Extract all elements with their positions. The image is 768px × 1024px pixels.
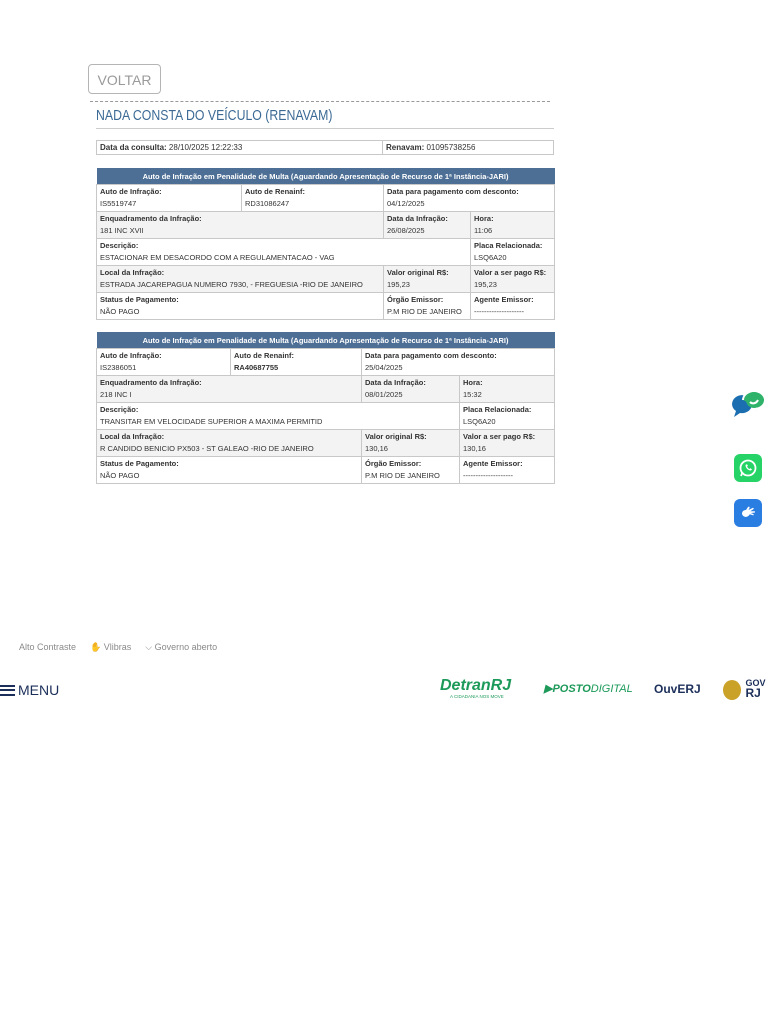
gov-rj-logo[interactable]: GOV RJ bbox=[723, 678, 765, 700]
chevron-down-icon: ⌵ bbox=[145, 642, 153, 652]
whatsapp-icon[interactable] bbox=[734, 454, 762, 482]
auto-infracao-cell: Auto de Infração: IS5519747 bbox=[97, 185, 242, 212]
agente-cell: Agente Emissor: -------------------- bbox=[471, 293, 555, 320]
valor-original-cell: Valor original R$: 195,23 bbox=[384, 266, 471, 293]
page-title: NADA CONSTA DO VEÍCULO (RENAVAM) bbox=[96, 107, 333, 124]
ouverj-logo[interactable]: OuvERJ bbox=[654, 682, 701, 696]
data-infracao-cell: Data da Infração: 08/01/2025 bbox=[362, 376, 460, 403]
status-cell: Status de Pagamento: NÃO PAGO bbox=[97, 457, 362, 484]
agente-cell: Agente Emissor: -------------------- bbox=[460, 457, 555, 484]
renavam-label: Renavam: bbox=[386, 143, 425, 152]
hand-icon: ✋ bbox=[90, 642, 102, 652]
auto-infracao-cell: Auto de Infração: IS2386051 bbox=[97, 349, 231, 376]
fine-header: Auto de Infração em Penalidade de Multa (Aguardando Apresentação de Recurso de 1ª Instância-JARI) bbox=[97, 168, 555, 185]
desconto-cell: Data para pagamento com desconto: 25/04/2025 bbox=[362, 349, 555, 376]
placa-cell: Placa Relacionada: LSQ6A20 bbox=[471, 239, 555, 266]
status-cell: Status de Pagamento: NÃO PAGO bbox=[97, 293, 384, 320]
consulta-date-value: 28/10/2025 12:22:33 bbox=[168, 143, 243, 152]
hora-cell: Hora: 15:32 bbox=[460, 376, 555, 403]
alto-contraste-link[interactable]: Alto Contraste bbox=[19, 642, 77, 652]
vlibras-link[interactable]: ✋ Vlibras bbox=[90, 642, 132, 652]
consulta-date-label: Data da consulta: bbox=[100, 143, 167, 152]
renavam-value: 01095738256 bbox=[426, 143, 476, 152]
valor-pagar-cell: Valor a ser pago R$: 195,23 bbox=[471, 266, 555, 293]
orgao-cell: Órgão Emissor: P.M RIO DE JANEIRO bbox=[384, 293, 471, 320]
detran-logo[interactable]: DetranRJ A CIDADANIA NOS MOVE bbox=[440, 677, 512, 699]
governo-aberto-link[interactable]: ⌵ Governo aberto bbox=[145, 642, 218, 652]
posto-arrow-icon: ▶ bbox=[544, 683, 553, 695]
consulta-info-row bbox=[96, 140, 554, 155]
local-cell: Local da Infração: ESTRADA JACAREPAGUA NUMERO 7930, - FREGUESIA -RIO DE JANEIRO bbox=[97, 266, 384, 293]
valor-pagar-cell: Valor a ser pago R$: 130,16 bbox=[460, 430, 555, 457]
back-button[interactable]: VOLTAR bbox=[88, 64, 161, 94]
hamburger-icon bbox=[0, 685, 15, 696]
desconto-cell: Data para pagamento com desconto: 04/12/2025 bbox=[384, 185, 555, 212]
enquadramento-cell: Enquadramento da Infração: 218 INC I bbox=[97, 376, 362, 403]
title-underline bbox=[96, 128, 554, 129]
hand-sign-icon[interactable] bbox=[734, 499, 762, 527]
divider bbox=[90, 101, 550, 102]
fine-table-2 bbox=[96, 332, 555, 484]
partner-logos bbox=[440, 678, 768, 704]
descricao-cell: Descrição: ESTACIONAR EM DESACORDO COM A REGULAMENTACAO - VAG bbox=[97, 239, 471, 266]
valor-original-cell: Valor original R$: 130,16 bbox=[362, 430, 460, 457]
fine-table-1 bbox=[96, 168, 555, 320]
hora-cell: Hora: 11:06 bbox=[471, 212, 555, 239]
auto-renainf-cell: Auto de Renainf: RD31086247 bbox=[242, 185, 384, 212]
consulta-date bbox=[97, 141, 383, 154]
data-infracao-cell: Data da Infração: 26/08/2025 bbox=[384, 212, 471, 239]
posto-digital-logo[interactable]: ▶POSTODIGITAL bbox=[544, 683, 633, 695]
coat-of-arms-icon bbox=[723, 680, 741, 700]
consulta-renavam bbox=[383, 141, 553, 154]
accessibility-links bbox=[19, 642, 217, 653]
auto-renainf-cell: Auto de Renainf: RA40687755 bbox=[231, 349, 362, 376]
menu-label: MENU bbox=[18, 682, 60, 698]
fine-header: Auto de Infração em Penalidade de Multa (Aguardando Apresentação de Recurso de 1ª Instância-JARI) bbox=[97, 332, 555, 349]
local-cell: Local da Infração: R CANDIDO BENICIO PX503 - ST GALEAO -RIO DE JANEIRO bbox=[97, 430, 362, 457]
chat-bubbles-icon[interactable] bbox=[729, 390, 765, 422]
orgao-cell: Órgão Emissor: P.M RIO DE JANEIRO bbox=[362, 457, 460, 484]
descricao-cell: Descrição: TRANSITAR EM VELOCIDADE SUPERIOR A MAXIMA PERMITID bbox=[97, 403, 460, 430]
menu-button[interactable] bbox=[0, 682, 59, 698]
placa-cell: Placa Relacionada: LSQ6A20 bbox=[460, 403, 555, 430]
enquadramento-cell: Enquadramento da Infração: 181 INC XVII bbox=[97, 212, 384, 239]
